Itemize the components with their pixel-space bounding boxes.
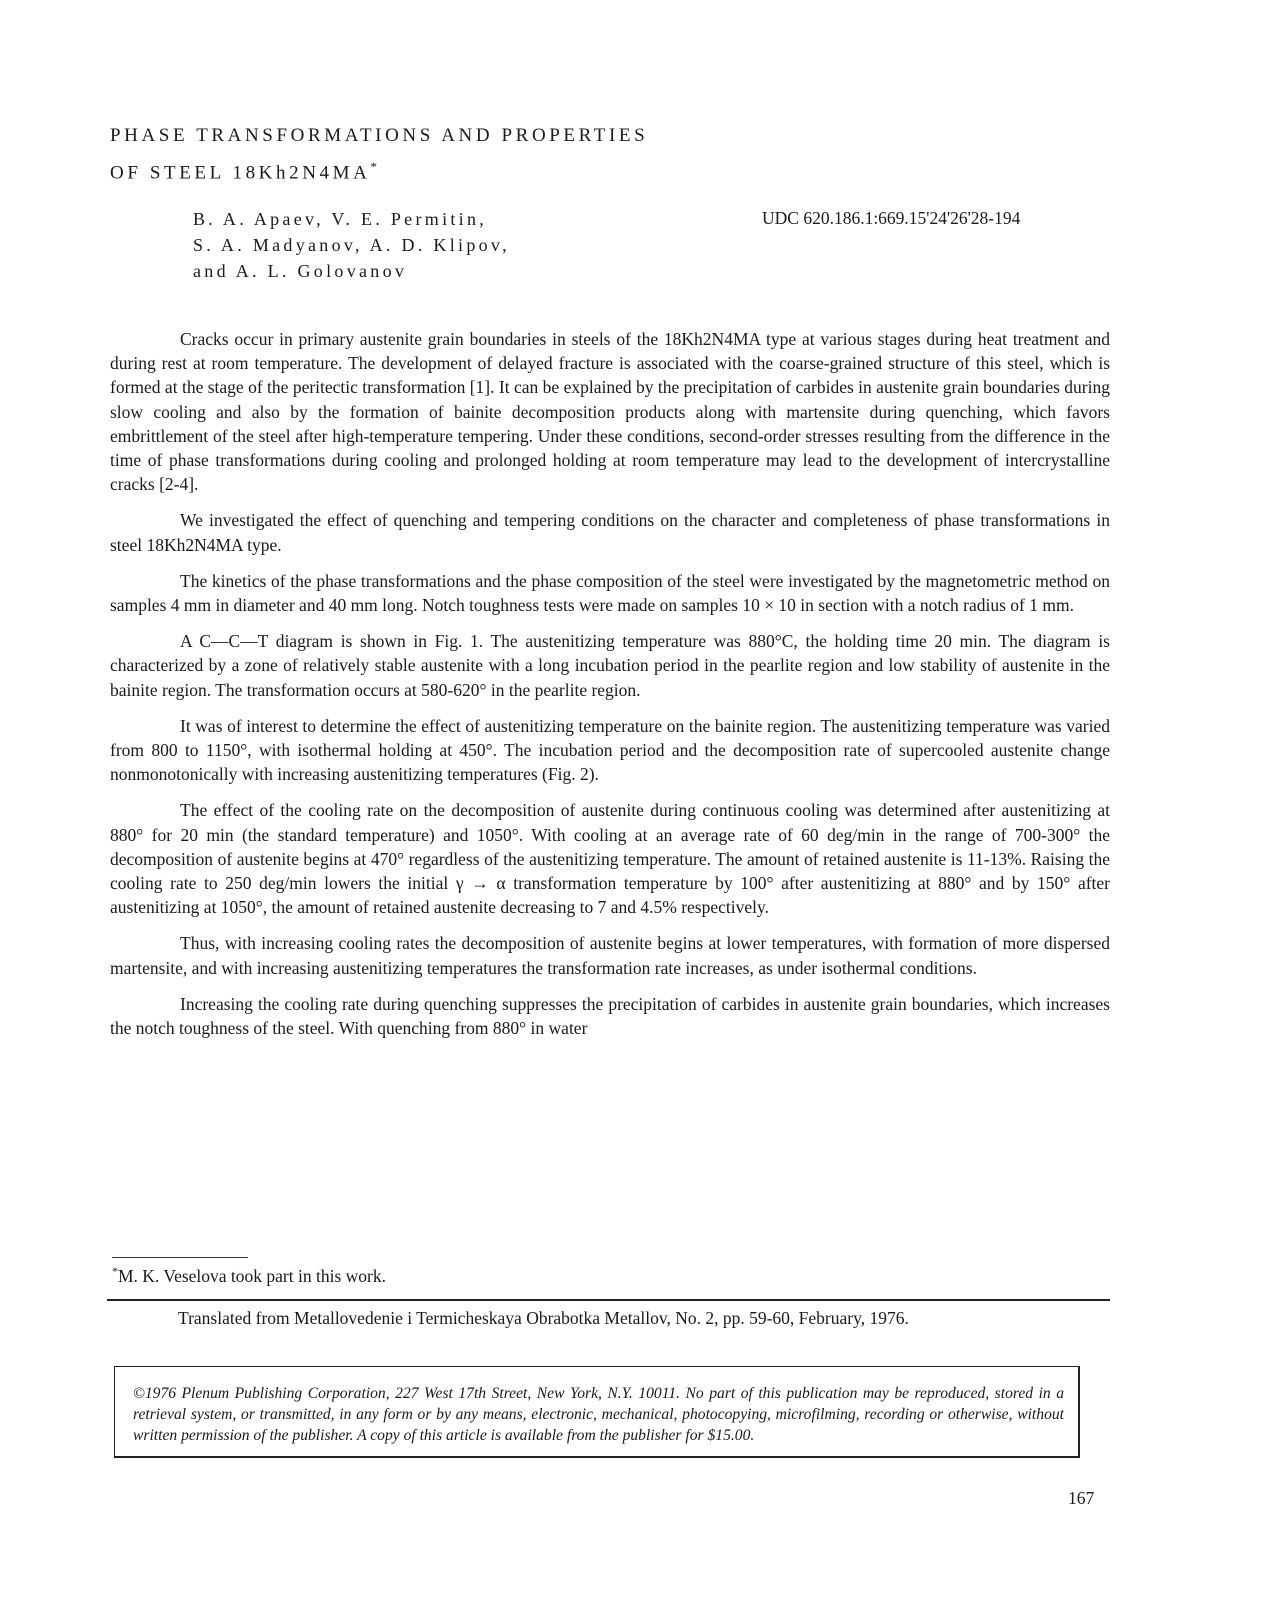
footnote-marker: * xyxy=(112,1264,118,1278)
body-paragraph-4: A C—C—T diagram is shown in Fig. 1. The austenitizing temperature was 880°C, the holding time 20 min. The diagram is characterized by a zone of relatively stable austenite with a long incubation period in the pearlite region and low stability of austenite in the bainite region. The transformation occurs at 580-620° in the pearlite region. xyxy=(110,631,1110,700)
udc-code: UDC 620.186.1:669.15'24'26'28-194 xyxy=(762,208,1021,228)
author-list xyxy=(193,206,510,284)
page-number: 167 xyxy=(1068,1488,1095,1508)
author-line-3: and A. L. Golovanov xyxy=(193,261,408,281)
article-title-line-2 xyxy=(110,159,377,184)
footnote-text: M. K. Veselova took part in this work. xyxy=(118,1265,386,1286)
body-paragraph-7: Thus, with increasing cooling rates the decomposition of austenite begins at lower temperatures, with formation of more dispersed martensite, and with increasing austenitizing temperatures the transformation rate increases, as under isothermal conditions. xyxy=(110,933,1110,978)
body-paragraph-8: Increasing the cooling rate during quenching suppresses the precipitation of carbides in austenite grain boundaries, which increases the notch toughness of the steel. With quenching from 880° in water xyxy=(110,993,1110,1039)
article-title-line-2-text: OF STEEL 18Kh2N4MA xyxy=(110,162,371,184)
body-paragraph-5: It was of interest to determine the effect of austenitizing temperature on the bainite region. The austenitizing temperature was varied from 800 to 1150°, with isothermal holding at 450°. The incubation period and the decomposition rate of supercooled austenite change nonmonotonically with increasing austenitizing temperatures (Fig. 2). xyxy=(110,715,1110,785)
copyright-notice: ©1976 Plenum Publishing Corporation, 227 West 17th Street, New York, N.Y. 10011. No part of this publication may be reproduced, stored in a retrieval system, or transmitted, in any form or by any means, electronic, mechanical, photocopying, microfilming, recording or otherwise, without written permission of the publisher. A copy of this article is available from the publisher for $15.00. xyxy=(133,1385,1064,1444)
translation-divider xyxy=(107,1299,1110,1301)
body-paragraph-3: The kinetics of the phase transformations and the phase composition of the steel were investigated by the magnetometric method on samples 4 mm in diameter and 40 mm long. Notch toughness tests were made on samples 10 × 10 in section with a notch radius of 1 mm. xyxy=(110,570,1110,616)
copyright-box xyxy=(114,1366,1080,1458)
author-line-2: S. A. Madyanov, A. D. Klipov, xyxy=(193,235,510,255)
article-body xyxy=(110,327,1110,1052)
body-paragraph-2: We investigated the effect of quenching and tempering conditions on the character and completeness of phase transformations in steel 18Kh2N4MA type. xyxy=(110,510,1110,555)
body-paragraph-1: Cracks occur in primary austenite grain boundaries in steels of the 18Kh2N4MA type at various stages during heat treatment and during rest at room temperature. The development of delayed fracture is associated with the coarse-grained structure of this steel, which is formed at the stage of the peritectic transformation [1]. It can be explained by the precipitation of carbides in austenite grain boundaries during slow cooling and also by the formation of bainite decomposition products along with martensite during quenching, which favors embrittlement of the steel after high-temperature tempering. Under these conditions, second-order stresses resulting from the difference in the time of phase transformations during cooling and prolonged holding at room temperature may lead to the development of intercrystalline cracks [2-4]. xyxy=(110,329,1110,495)
author-line-1: B. A. Apaev, V. E. Permitin, xyxy=(193,209,488,229)
footnote-divider xyxy=(112,1257,248,1258)
translation-source: Translated from Metallovedenie i Termicheskaya Obrabotka Metallov, No. 2, pp. 59-60, February, 1976. xyxy=(178,1308,909,1328)
title-footnote-marker: * xyxy=(370,159,377,174)
footnote xyxy=(112,1264,386,1287)
body-paragraph-6: The effect of the cooling rate on the decomposition of austenite during continuous cooling was determined after austenitizing at 880° for 20 min (the standard temperature) and 1050°. With cooling at an average rate of 60 deg/min in the range of 700-300° the decomposition of austenite begins at 470° regardless of the austenitizing temperature. The amount of retained austenite is 11-13%. Raising the cooling rate to 250 deg/min lowers the initial γ → α transformation temperature by 100° after austenitizing at 880° and by 150° after austenitizing at 1050°, the amount of retained austenite decreasing to 7 and 4.5% respectively. xyxy=(110,800,1110,918)
article-title-line-1: PHASE TRANSFORMATIONS AND PROPERTIES xyxy=(110,125,649,146)
